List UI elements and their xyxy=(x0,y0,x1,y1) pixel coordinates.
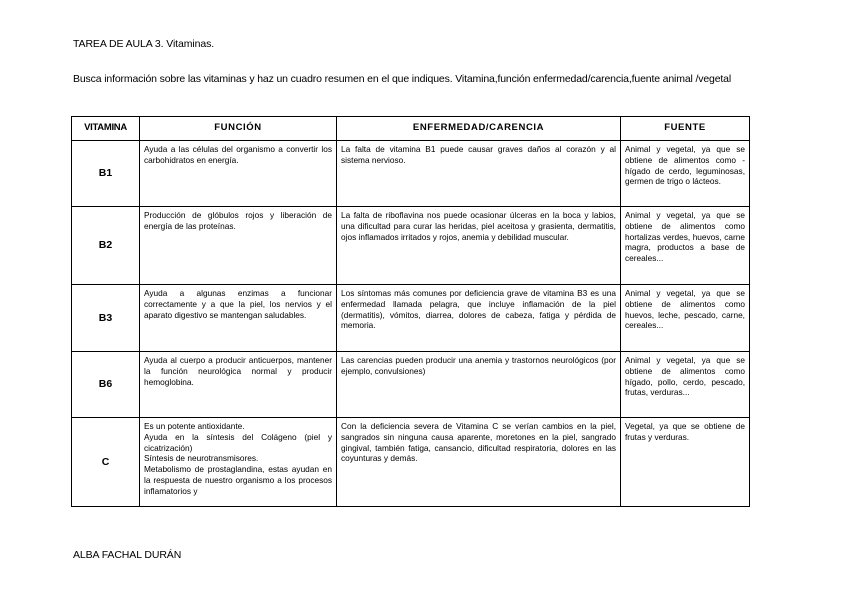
vitamin-cell: B3 xyxy=(72,285,140,352)
function-cell: Ayuda a algunas enzimas a funcionar correctamente y a que la piel, los nervios y el aparato digestivo se mantengan saludables. xyxy=(140,285,337,352)
disease-cell: Los síntomas más comunes por deficiencia grave de vitamina B3 es una enfermedad llamada pelagra, que incluye inflamación de la piel (dermatitis), vómitos, diarrea, dolores de cabeza, fatiga y pérdida de memoria. xyxy=(337,285,621,352)
vitamin-cell: C xyxy=(72,418,140,507)
table-header-row xyxy=(72,117,750,141)
header-enfermedad: ENFERMEDAD/CARENCIA xyxy=(337,117,621,141)
disease-cell: Las carencias pueden producir una anemia y trastornos neurológicos (por ejemplo, convulsiones) xyxy=(337,352,621,418)
table-row xyxy=(72,418,750,507)
function-cell: Ayuda al cuerpo a producir anticuerpos, mantener la función neurológica normal y producir hemoglobina. xyxy=(140,352,337,418)
table-row xyxy=(72,285,750,352)
function-line: Síntesis de neurotransmisores. xyxy=(144,453,259,464)
author-name: ALBA FACHAL DURÁN xyxy=(73,549,182,561)
source-cell: Animal y vegetal, ya que se obtiene de alimentos como hígado, pollo, cerdo, pescado, frutas, verduras... xyxy=(621,352,750,418)
source-cell: Vegetal, ya que se obtiene de frutas y verduras. xyxy=(621,418,750,507)
source-cell: Animal y vegetal, ya que se obtiene de alimentos como hortalizas verdes, huevos, carne magra, productos a base de cereales... xyxy=(621,207,750,285)
disease-cell: Con la deficiencia severa de Vitamina C se verían cambios en la piel, sangrados sin ninguna causa aparente, moretones en la piel, sangrado gingival, también fatiga, cansancio, dificultad respiratoria, dolores en las coyunturas y demás. xyxy=(337,418,621,507)
instructions-text: Busca información sobre las vitaminas y haz un cuadro resumen en el que indiques. Vitamina,función enfermedad/carencia,fuente animal /vegetal xyxy=(73,73,732,85)
source-cell: Animal y vegetal, ya que se obtiene de alimentos como huevos, leche, pescado, carne, cereales... xyxy=(621,285,750,352)
header-fuente: FUENTE xyxy=(621,117,750,141)
source-cell: Animal y vegetal, ya que se obtiene de alimentos como - hígado de cerdo, leguminosas, germen de trigo o lácteos. xyxy=(621,141,750,207)
function-cell xyxy=(140,418,337,507)
table-row xyxy=(72,141,750,207)
vitamin-cell: B2 xyxy=(72,207,140,285)
header-funcion: FUNCIÓN xyxy=(140,117,337,141)
function-cell: Producción de glóbulos rojos y liberación de energía de las proteínas. xyxy=(140,207,337,285)
vitamin-cell: B1 xyxy=(72,141,140,207)
header-vitamina: VITAMINA xyxy=(72,117,140,141)
document-title: TAREA DE AULA 3. Vitaminas. xyxy=(73,38,215,50)
disease-cell: La falta de vitamina B1 puede causar graves daños al corazón y al sistema nervioso. xyxy=(337,141,621,207)
table-row xyxy=(72,207,750,285)
vitamins-table xyxy=(71,116,750,507)
function-line: Es un potente antioxidante. xyxy=(144,421,245,431)
table-row xyxy=(72,352,750,418)
vitamin-cell: B6 xyxy=(72,352,140,418)
function-cell: Ayuda a las células del organismo a convertir los carbohidratos en energía. xyxy=(140,141,337,207)
function-line: Metabolismo de prostaglandina, estas ayudan en la respuesta de nuestro organismo a los procesos inflamatorios y xyxy=(144,464,332,496)
disease-cell: La falta de riboflavina nos puede ocasionar úlceras en la boca y labios, una dificultad para curar las heridas, piel aceitosa y grasienta, dermatitis, ojos inflamados irritados y rojos, anemia y debilidad muscular. xyxy=(337,207,621,285)
function-line: Ayuda en la síntesis del Colágeno (piel y cicatrización) xyxy=(144,431,332,453)
